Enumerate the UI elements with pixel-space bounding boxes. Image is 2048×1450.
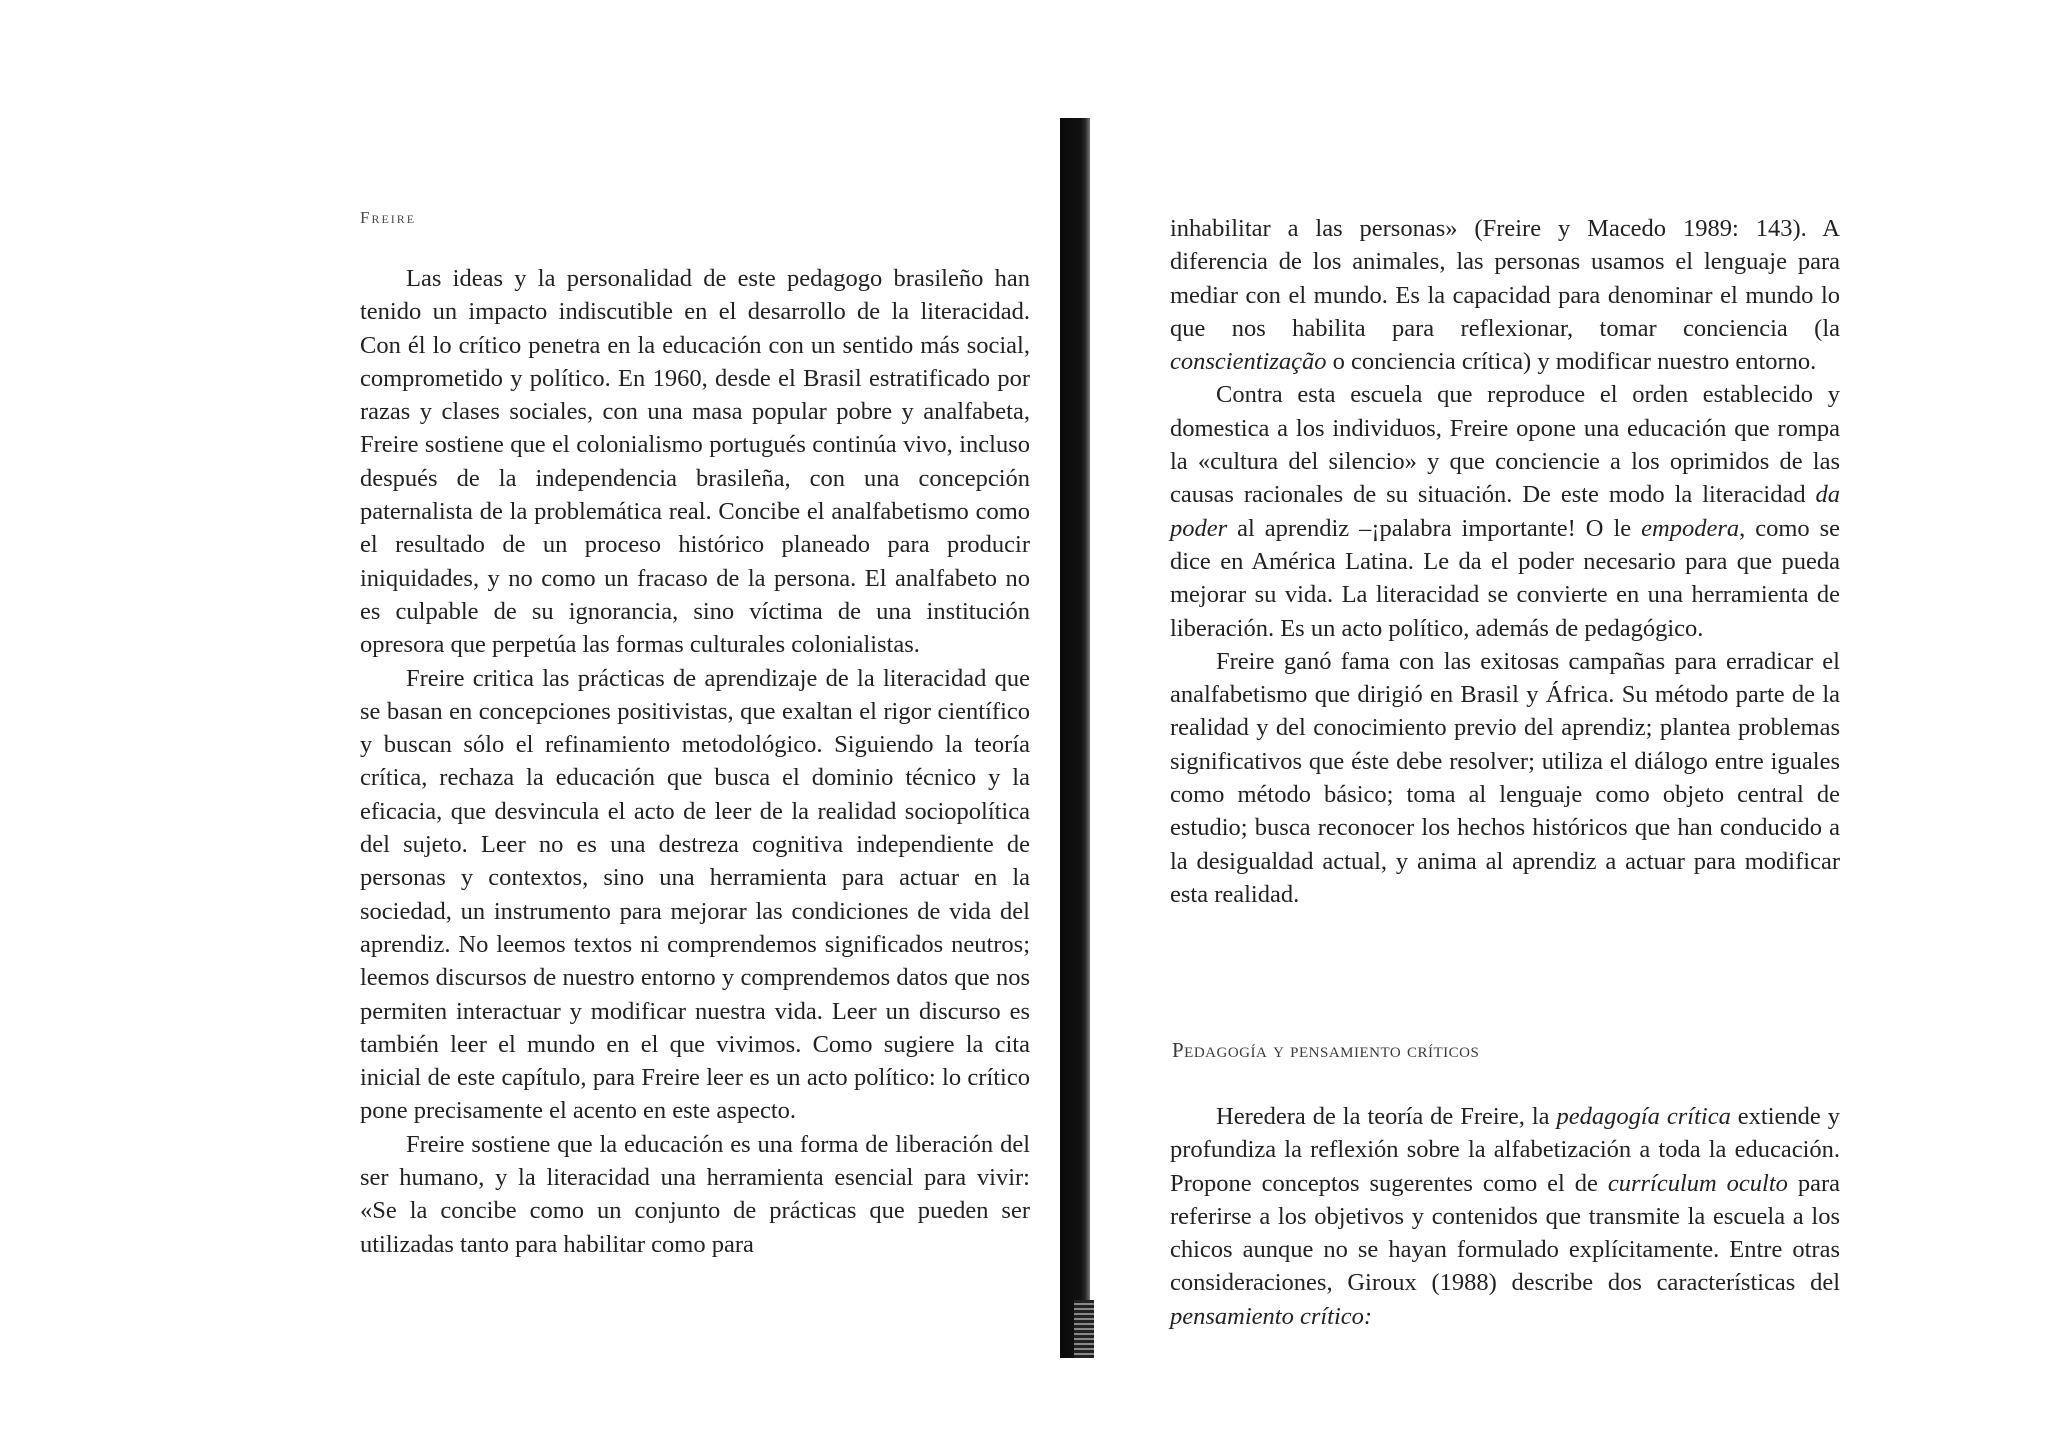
left-page-text [360, 262, 1030, 1261]
text-run: al aprendiz –¡palabra importante! O le [1227, 514, 1642, 542]
paragraph: Freire sostiene que la educación es una forma de liberación del ser humano, y la literacidad una herramienta esencial para vivir: «Se la concibe como un conjunto de prácticas que pueden ser utilizadas tanto para habilitar como para [360, 1130, 1030, 1258]
italic-term: currículum oculto [1607, 1169, 1788, 1197]
running-head: Freire [360, 208, 417, 227]
section-title: Pedagogía y pensamiento críticos [1172, 1038, 1480, 1062]
book-gutter [1060, 118, 1090, 1358]
book-gutter-edge [1074, 1300, 1094, 1358]
text-run: Contra esta escuela que reproduce el orden establecido y domestica a los individuos, Freire opone una educación que rompa la «cultura del silencio» y que conciencie a los oprimidos de las causas racionales de su situación. De este modo la literacidad [1170, 381, 1840, 509]
paragraph [1170, 212, 1840, 378]
paragraph [1170, 378, 1840, 644]
paragraph: Freire ganó fama con las exitosas campañas para erradicar el analfabetismo que dirigió en Brasil y África. Su método parte de la realidad y del conocimiento previo del aprendiz; plantea problemas significativos que éste debe resolver; utiliza el diálogo entre iguales como método básico; toma al lenguaje como objeto central de estudio; busca reconocer los hechos históricos que han conducido a la desigualdad actual, y anima al aprendiz a actuar para modificar esta realidad. [1170, 647, 1840, 908]
paragraph [1170, 1100, 1840, 1333]
text-run: extiende y profundiza la reflexión sobre la alfabetización a toda la educación. Propone conceptos sugerentes como el de [1170, 1103, 1840, 1197]
italic-term: pedagogía crítica [1556, 1103, 1731, 1130]
paragraph: Las ideas y la personalidad de este pedagogo brasileño han tenido un impacto indiscutible en el desarrollo de la literacidad. Con él lo crítico penetra en la educación con un sentido más social, comprometido y político. En 1960, desde el Brasil estratificado por razas y clases sociales, con una masa popular pobre y analfabeta, Freire sostiene que el colonialismo portugués continúa vivo, incluso después de la independencia brasileña, con una concepción paternalista de la problemática real. Concibe el analfabetismo como el resultado de un proceso histórico planeado para producir iniquidades, y no como un fracaso de la persona. El analfabeto no es culpable de su ignorancia, sino víctima de una institución opresora que perpetúa las formas culturales colonialistas. [360, 265, 1030, 659]
right-page-section-text [1170, 1100, 1840, 1333]
italic-term: pensamiento crítico: [1170, 1302, 1373, 1330]
text-run: para referirse a los objetivos y contenidos que transmite la escuela a los chicos aunque no se hayan formulado explícitamente. Entre otras consideraciones, Giroux (1988) describe dos características del [1170, 1169, 1840, 1297]
text-run: Heredera de la teoría de Freire, la [1216, 1103, 1557, 1130]
italic-term: empodera [1641, 514, 1740, 542]
text-run: inhabilitar a las personas» (Freire y Macedo 1989: 143). A diferencia de los animales, las personas usamos el lenguaje para mediar con el mundo. Es la capacidad para denominar el mundo lo que nos habilita para reflexionar, tomar conciencia (la [1170, 215, 1840, 342]
text-run: o conciencia crítica) y modificar nuestro entorno. [1326, 348, 1817, 376]
italic-term: da poder [1170, 481, 1840, 542]
paragraph: Freire critica las prácticas de aprendizaje de la literacidad que se basan en concepciones positivistas, que exaltan el rigor científico y buscan sólo el refinamiento metodológico. Siguiendo la teoría crítica, rechaza la educación que busca el dominio técnico y la eficacia, que desvincula el acto de leer de la realidad sociopolítica del sujeto. Leer no es una destreza cognitiva independiente de personas y contextos, sino una herramienta para actuar en la sociedad, un instrumento para mejorar las condiciones de vida del aprendiz. No leemos textos ni comprendemos significados neutros; leemos discursos de nuestro entorno y comprendemos datos que nos permiten interactuar y modificar nuestra vida. Leer un discurso es también leer el mundo en el que vivimos. Como sugiere la cita inicial de este capítulo, para Freire leer es un acto político: lo crítico pone precisamente el acento en este aspecto. [360, 664, 1030, 1125]
text-run: , como se dice en América Latina. Le da el poder necesario para que pueda mejorar su vida. La literacidad se convierte en una herramienta de liberación. Es un acto político, además de pedagógico. [1170, 514, 1841, 642]
italic-term: conscientização [1170, 348, 1327, 376]
right-page-text [1170, 212, 1840, 911]
